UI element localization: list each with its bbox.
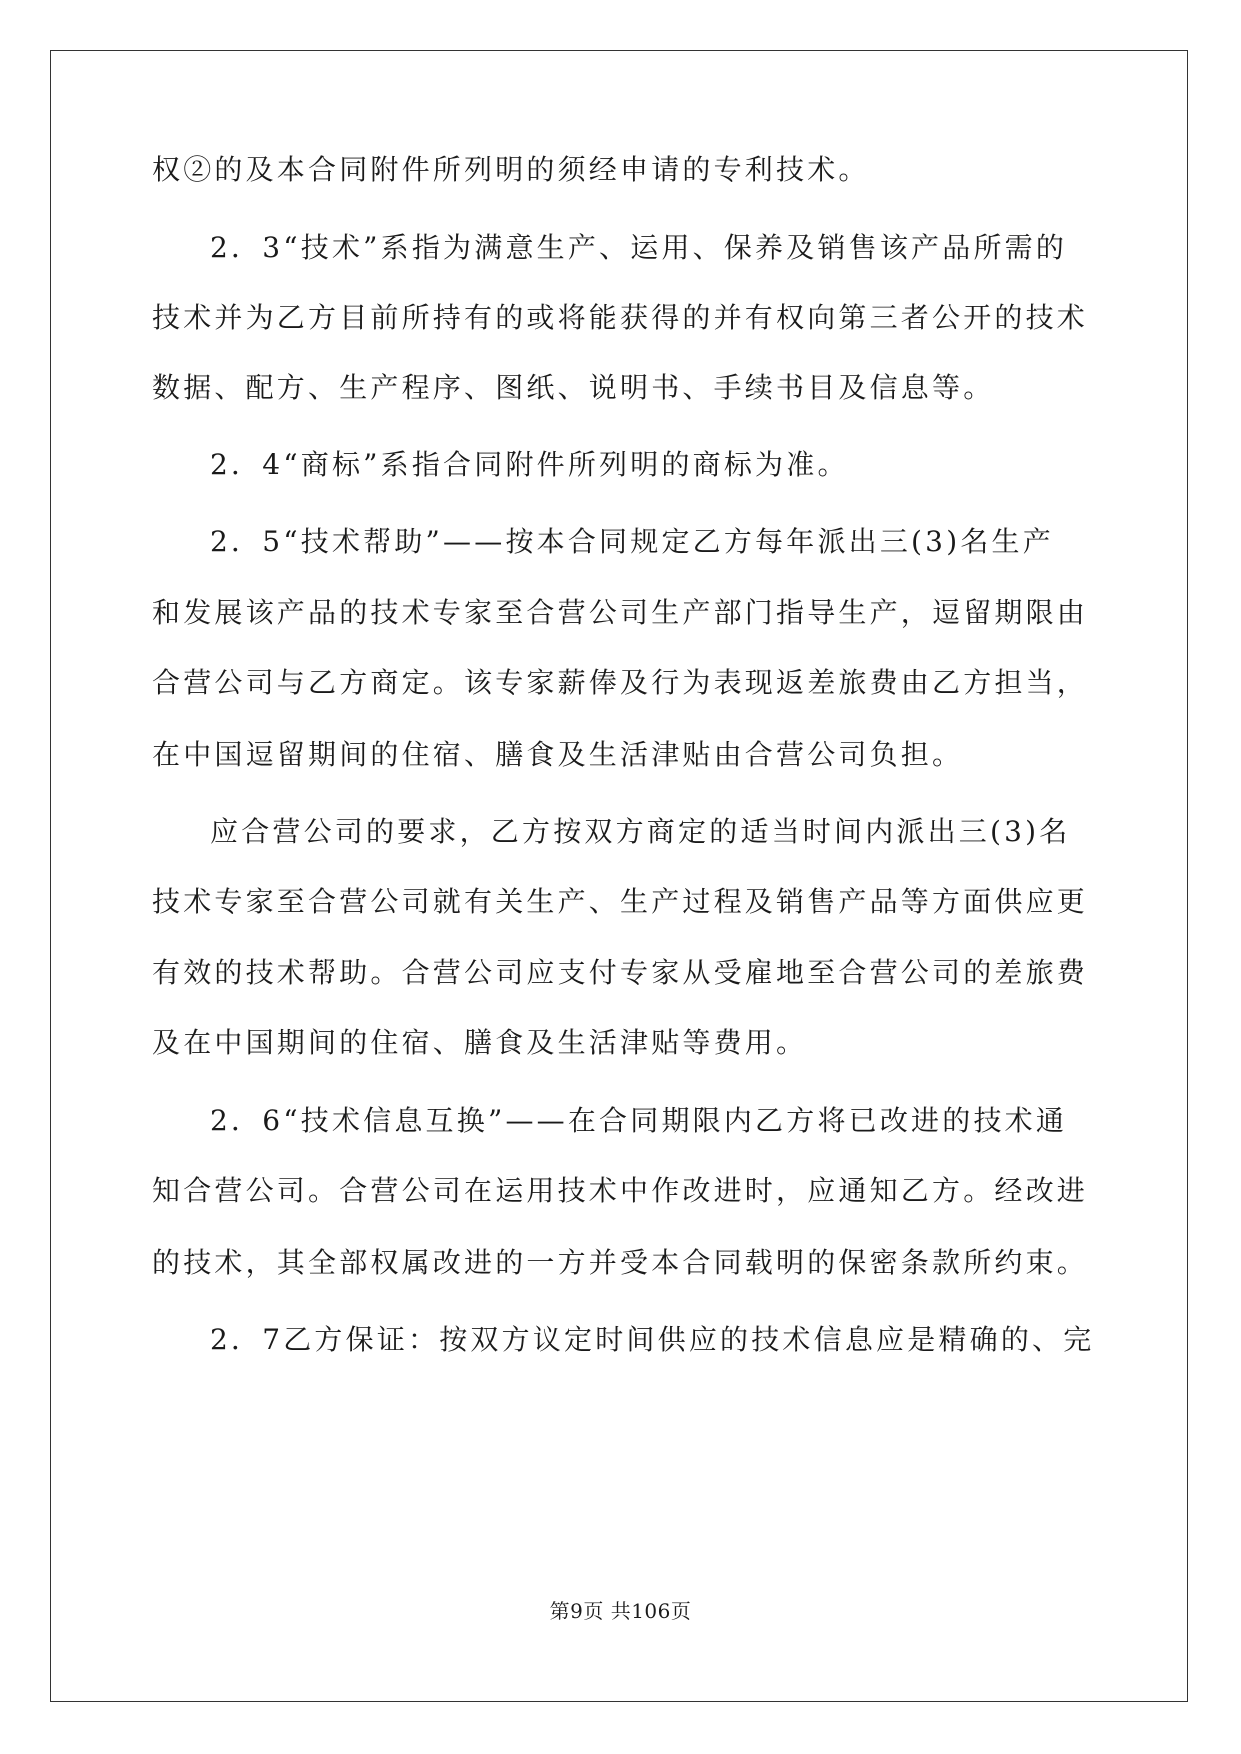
page-number-footer: 第9页 共106页 — [549, 1599, 692, 1623]
text-line-16: 的技术，其全部权属改进的一方并受本合同载明的保密条款所约束。 — [152, 1246, 1089, 1279]
text-line-15: 知合营公司。合营公司在运用技术中作改进时，应通知乙方。经改进 — [152, 1174, 1089, 1207]
text-line-10: 应合营公司的要求，乙方按双方商定的适当时间内派出三(3)名 — [210, 815, 1071, 848]
text-line-5: 2．4“商标”系指合同附件所列明的商标为准。 — [210, 448, 849, 481]
text-line-11: 技术专家至合营公司就有关生产、生产过程及销售产品等方面供应更 — [152, 885, 1089, 918]
text-line-13: 及在中国期间的住宿、膳食及生活津贴等费用。 — [152, 1026, 808, 1059]
text-line-6: 2．5“技术帮助”——按本合同规定乙方每年派出三(3)名生产 — [210, 525, 1054, 558]
text-line-14: 2．6“技术信息互换”——在合同期限内乙方将已改进的技术通 — [210, 1104, 1068, 1137]
text-line-8: 合营公司与乙方商定。该专家薪俸及行为表现返差旅费由乙方担当， — [152, 666, 1089, 699]
text-line-1: 权②的及本合同附件所列明的须经申请的专利技术。 — [152, 153, 870, 186]
text-line-17: 2．7乙方保证：按双方议定时间供应的技术信息应是精确的、完 — [210, 1323, 1095, 1356]
text-line-7: 和发展该产品的技术专家至合营公司生产部门指导生产，逗留期限由 — [152, 596, 1089, 629]
text-line-3: 技术并为乙方目前所持有的或将能获得的并有权向第三者公开的技术 — [152, 301, 1089, 334]
text-line-12: 有效的技术帮助。合营公司应支付专家从受雇地至合营公司的差旅费 — [152, 956, 1089, 989]
text-line-4: 数据、配方、生产程序、图纸、说明书、手续书目及信息等。 — [152, 371, 995, 404]
text-line-9: 在中国逗留期间的住宿、膳食及生活津贴由合营公司负担。 — [152, 738, 964, 771]
text-line-2: 2．3“技术”系指为满意生产、运用、保养及销售该产品所需的 — [210, 231, 1068, 264]
